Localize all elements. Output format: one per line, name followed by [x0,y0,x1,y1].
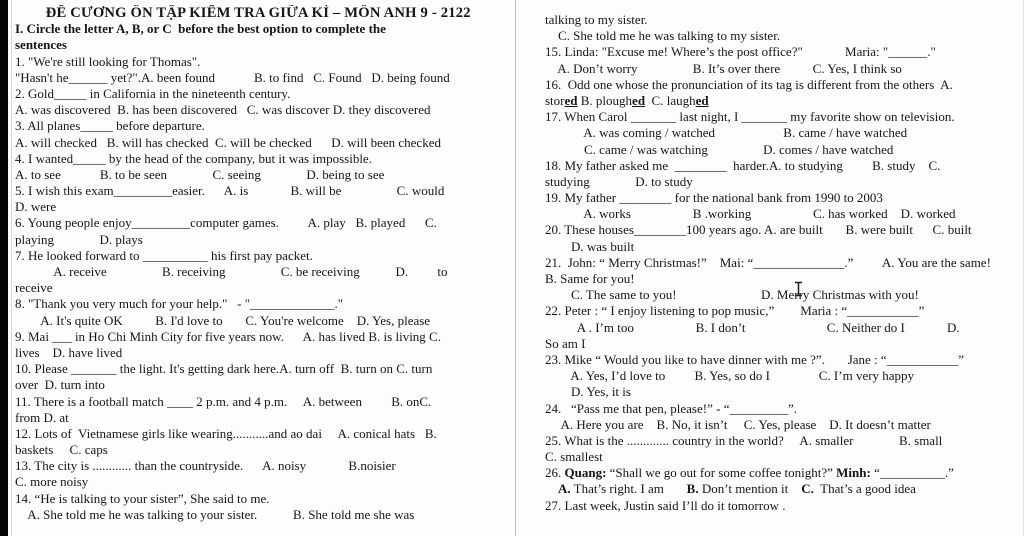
text-line: from D. at [15,409,69,425]
text-segment: Minh: [836,465,871,481]
text-line: over D. turn into [15,377,105,393]
text-segment: stor [545,92,565,108]
text-line: C. smallest [545,449,603,465]
text-line: D. were [15,199,57,215]
text-line: 24. “Pass me that pen, please!” - “_________”. [545,400,797,416]
text-line: 20. These houses________100 years ago. A. are built B. were built C. built [545,222,972,238]
text-line: A. She told me he was talking to your sister. B. She told me she was [15,506,415,522]
text-line: 4. I wanted_____ by the head of the company, but it was impossible. [15,150,372,166]
text-line: A. was coming / watched B. came / have watched [545,125,908,141]
text-segment: C. [801,481,814,497]
text-segment: ed [695,92,709,108]
text-line: 7. He looked forward to __________ his first pay packet. [15,247,313,263]
text-segment: ed [632,92,646,108]
text-line: 27. Last week, Justin said I’ll do it tomorrow . [545,497,786,513]
text-line [15,37,515,53]
text-line: 11. There is a football match ____ 2 p.m. and 4 p.m. A. between B. onC. [15,393,432,409]
text-segment: Don’t mention it [698,481,802,497]
text-line [15,21,515,37]
text-line: A. to see B. to be seen C. seeing D. being to see [15,166,385,182]
text-segment: sentences [15,37,67,53]
text-line [545,465,1023,481]
text-line: 17. When Carol _______ last night, I _______ my favorite show on television. [545,109,955,125]
text-line [545,93,1023,109]
text-line: C. She told me he was talking to my sister. [545,28,781,44]
text-line: 14. “He is talking to your sister”, She said to me. [15,490,270,506]
text-line: 12. Lots of Vietnamese girls like wearing...........and ao dai A. conical hats B. [15,425,437,441]
text-line: A . I’m too B. I don’t C. Neither do I D. [545,319,960,335]
text-line: A. It's quite OK B. I'd love to C. You're welcome D. Yes, please [15,312,431,328]
text-segment: “__________.” [870,465,954,481]
text-segment: Quang: [564,465,607,481]
text-line: 6. Young people enjoy_________computer games. A. play B. played C. [15,215,437,231]
text-segment: ĐỀ CƯƠNG ÔN TẬP KIỂM TRA GIỮA KÌ – MÔN ANH 9 - 2122 [15,5,471,21]
text-line: A. works B .working C. has worked D. worked [545,206,956,222]
text-line: lives D. have lived [15,344,123,360]
text-segment: A. [558,481,571,497]
text-line: 1. "We're still looking for Thomas". [15,53,201,69]
text-segment: That’s a good idea [813,481,916,497]
text-line: B. Same for you! [545,271,635,286]
text-line: A. Don’t worry B. It’s over there C. Yes, I think so [545,60,902,76]
text-line: studying D. to study [545,173,693,189]
text-segment: C. laugh [645,92,696,108]
text-line: A. receive B. receiving C. be receiving D. to [15,264,448,279]
text-line [545,481,1023,497]
text-line: 23. Mike “ Would you like to have dinner with me ?”. Jane : “___________” [545,351,964,367]
text-line: playing D. plays [15,231,143,247]
text-line: 5. I wish this exam_________easier. A. is B. will be C. would [15,183,445,199]
page-right[interactable] [516,0,1024,536]
text-line: 13. The city is ............ than the countryside. A. noisy B.noisier [15,458,396,474]
text-line: A. Yes, I’d love to B. Yes, so do I C. I’m very happy [545,368,915,384]
text-line: 22. Peter : “ I enjoy listening to pop music,” Maria : “___________” [545,303,925,319]
text-segment [545,481,558,496]
page-left-text [15,5,515,523]
ibeam-cursor [793,281,804,297]
text-line: receive [15,280,53,296]
page-right-text [545,12,1023,514]
text-segment: ed [564,92,578,108]
text-line: 8. "Thank you very much for your help." - "_____________." [15,296,344,312]
text-line: talking to my sister. [545,12,648,27]
text-line: 9. Mai ___ in Ho Chi Minh City for five years now. A. has lived B. is living C. [15,328,441,344]
page-left[interactable] [11,0,515,536]
document-title [15,5,515,21]
text-line: 19. My father ________ for the national bank from 1990 to 2003 [545,190,883,206]
text-segment: I. Circle the letter A, B, or C before the best option to complete the [15,21,386,37]
text-line: 21. John: “ Merry Christmas!” Mai: “______________.” A. You are the same! [545,254,991,270]
text-line: "Hasn't he______ yet?".A. been found B. to find C. Found D. being found [15,69,450,85]
text-line: A. Here you are B. No, it isn’t C. Yes, please D. It doesn’t matter [545,416,931,432]
text-line: D. Yes, it is [545,384,631,400]
text-line: 3. All planes_____ before departure. [15,118,205,134]
text-line: A. was discovered B. has been discovered C. was discover D. they discovered [15,102,431,118]
text-line: 25. What is the ............. country in the world? A. smaller B. small [545,432,943,448]
text-line: D. was built [545,238,635,254]
text-line: C. came / was watching D. comes / have watched [545,141,894,157]
text-segment: B. plough [577,92,633,108]
text-line: C. The same to you! D. Merry Christmas with you! [545,287,919,303]
text-line: 15. Linda: "Excuse me! Where’s the post office?" Maria: "______." [545,44,936,60]
text-line: 2. Gold_____ in California in the nineteenth century. [15,85,291,101]
text-segment: B. [686,481,699,497]
text-line: baskets C. caps [15,442,108,458]
window-edge-bar [0,0,8,536]
text-line: 18. My father asked me ________ harder.A. to studying B. study C. [545,157,941,173]
text-line: 10. Please _______ the light. It's getting dark here.A. turn off B. turn on C. turn [15,361,433,377]
text-segment: 26. [545,465,565,481]
text-line: A. will checked B. will has checked C. will be checked D. will been checked [15,134,441,150]
text-line: C. more noisy [15,474,89,490]
text-line: So am I [545,335,586,351]
text-segment: “Shall we go out for some coffee tonight?” [606,465,837,481]
text-line: 16. Odd one whose the pronunciation of its tag is different from the others A. [545,76,953,92]
text-segment: That’s right. I am [570,481,687,497]
